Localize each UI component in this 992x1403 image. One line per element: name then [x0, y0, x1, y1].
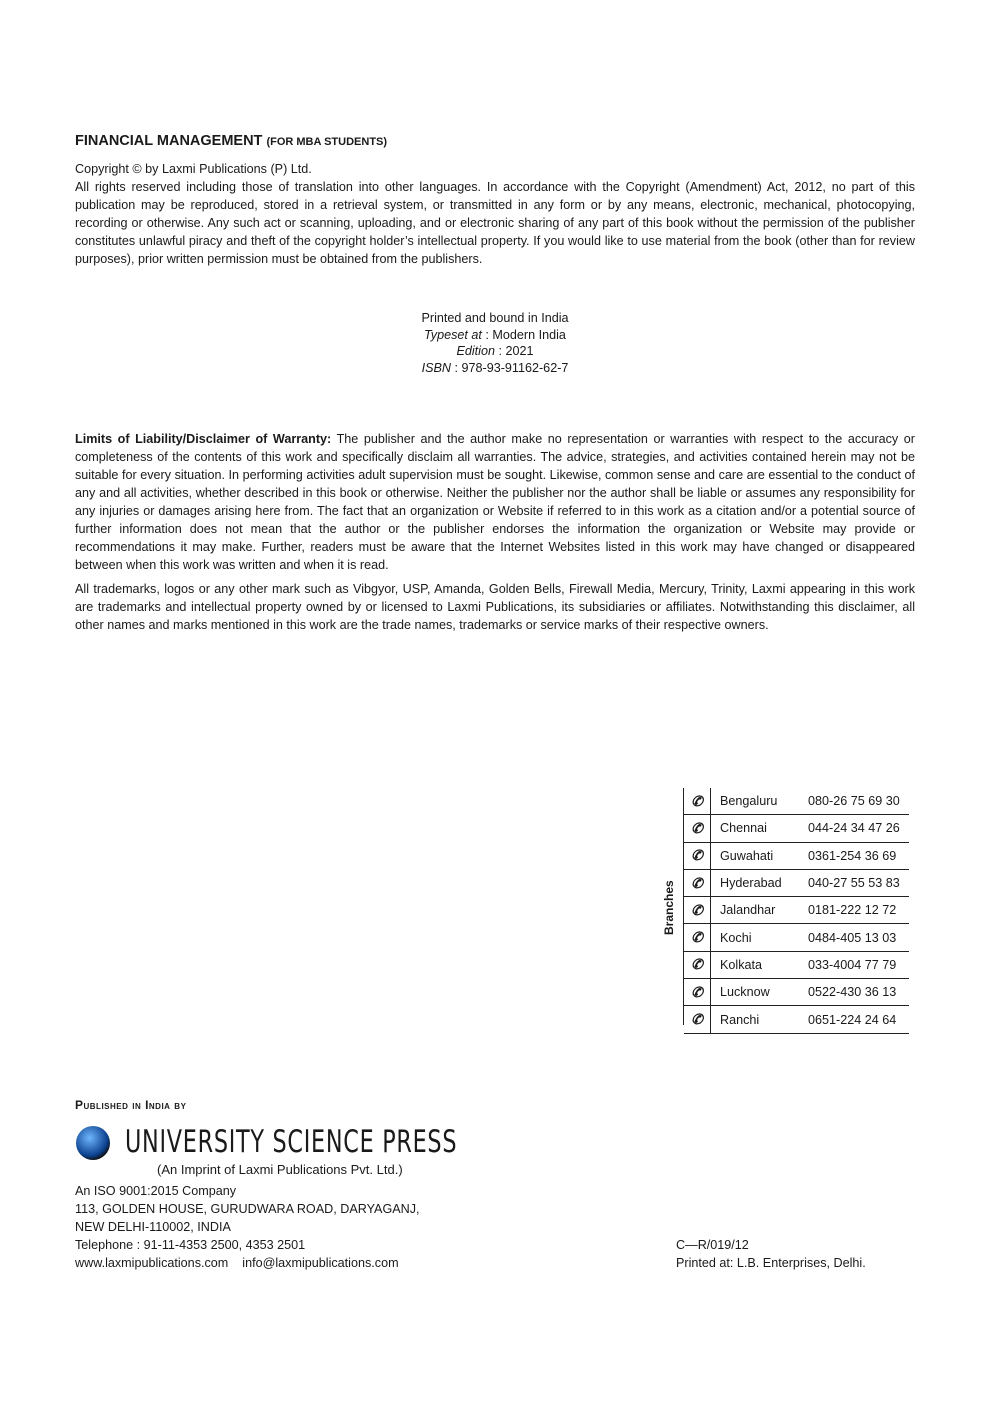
branch-city: Kochi [720, 930, 752, 945]
print-info [676, 1236, 866, 1272]
branch-city: Hyderabad [720, 876, 782, 891]
branch-row [684, 788, 909, 815]
typeset-label: Typeset at [424, 327, 482, 342]
copyright-line: Copyright © by Laxmi Publications (P) Ltd. [75, 162, 312, 176]
rights-paragraph: All rights reserved including those of translation into other languages. In accordance with the Copyright (Amendment) Act, 2012, no part of this publication may be reproduced, stored in a retrieval system, or transmitted in any form or by any means, electronic, mechanical, photocopying, recording or otherwise. Any such act or scanning, uploading, and or electronic sharing of any part of this book without the permission of the publisher constitutes unlawful piracy and theft of the copyright holder’s intellectual property. If you would like to use material from the book (other than for review purposes), prior written permission must be obtained from the publishers. [75, 180, 915, 266]
printed-at: Printed at: L.B. Enterprises, Delhi. [676, 1256, 866, 1270]
branches-table [684, 788, 909, 1034]
branch-row [684, 815, 909, 842]
trademarks-paragraph: All trademarks, logos or any other mark such as Vibgyor, USP, Amanda, Golden Bells, Firewall Media, Mercury, Trinity, Laxmi appearing in this work are trademarks and intellectual property owned by or licensed to Laxmi Publications, its subsidiaries or affiliates. Notwithstanding this disclaimer, all other names and marks mentioned in this work are the trade names, trademarks or service marks of their respective owners. [75, 582, 915, 632]
branch-row [684, 843, 909, 870]
phone-icon: ✆ [684, 897, 711, 923]
isbn-value: : 978-93-91162-62-7 [451, 360, 569, 375]
edition-line [75, 343, 915, 360]
branch-row [684, 870, 909, 897]
isbn-line [75, 360, 915, 377]
publisher-imprint: (An Imprint of Laxmi Publications Pvt. Ltd.) [157, 1162, 403, 1177]
email-link[interactable]: info@laxmipublications.com [242, 1256, 399, 1270]
branches-label: Branches [662, 880, 676, 935]
branch-city: Guwahati [720, 848, 774, 863]
phone-icon: ✆ [684, 788, 711, 814]
disclaimer-paragraph [75, 430, 915, 574]
branch-row [684, 924, 909, 951]
phone-icon: ✆ [684, 924, 711, 950]
branch-phone: 0361-254 36 69 [808, 848, 897, 863]
branch-phone: 040-27 55 53 83 [808, 876, 900, 891]
phone-icon: ✆ [684, 843, 711, 869]
branch-city: Kolkata [720, 957, 763, 972]
branch-phone: 080-26 75 69 30 [808, 794, 900, 809]
edition-label: Edition [456, 344, 495, 358]
title-sub: (FOR MBA STUDENTS) [266, 136, 388, 148]
globe-logo-icon [76, 1126, 110, 1160]
branch-phone: 0181-222 12 72 [808, 903, 897, 918]
branch-phone: 044-24 34 47 26 [808, 821, 900, 836]
telephone-line: Telephone : 91-11-4353 2500, 4353 2501 [75, 1238, 306, 1252]
address-line: NEW DELHI-110002, INDIA [75, 1220, 231, 1234]
phone-icon: ✆ [684, 952, 711, 978]
address-line: 113, GOLDEN HOUSE, GURUDWARA ROAD, DARYAGANJ, [75, 1202, 420, 1216]
branch-city: Chennai [720, 821, 767, 836]
branch-city: Bengaluru [720, 794, 778, 809]
branch-city: Jalandhar [720, 903, 776, 918]
imprint-info [75, 310, 915, 376]
branch-phone: 0651-224 24 64 [808, 1012, 897, 1027]
isbn-label: ISBN [421, 360, 451, 375]
branch-row [684, 979, 909, 1006]
typeset-value: : Modern India [481, 327, 566, 342]
book-title [75, 131, 915, 152]
branch-city: Lucknow [720, 985, 770, 1000]
branch-phone: 0522-430 36 13 [808, 985, 897, 1000]
published-by-label: Published in India by [75, 1098, 187, 1112]
branch-row [684, 952, 909, 979]
printed-line: Printed and bound in India [421, 311, 569, 325]
phone-icon: ✆ [684, 870, 711, 896]
publisher-address [75, 1182, 420, 1272]
typeset-line [75, 327, 915, 344]
branch-phone: 0484-405 13 03 [808, 930, 897, 945]
address-line: An ISO 9001:2015 Company [75, 1184, 237, 1198]
phone-icon: ✆ [684, 815, 711, 841]
title-main: FINANCIAL MANAGEMENT [75, 133, 263, 149]
edition-value: : 2021 [495, 344, 534, 358]
branch-row [684, 897, 909, 924]
disclaimer-heading: Limits of Liability/Disclaimer of Warranty: [75, 432, 332, 446]
website-link[interactable]: www.laxmipublications.com [75, 1256, 229, 1270]
phone-icon: ✆ [684, 979, 711, 1005]
main-text-column [75, 131, 915, 634]
disclaimer-text: The publisher and the author make no representation or warranties with respect to the accuracy or completeness of the contents of this work and specifically disclaim all warranties. The advice, strategies, and activities contained herein may not be suitable for every situation. In performing activities adult supervision must be sought. Likewise, common sense and care are essential to the conduct of any and all activities, whether described in this book or otherwise. Neither the publisher nor the author shall be liable or assumes any responsibility for any injuries or damages arising here from. The fact that an organization or Website if referred to in this work as a citation and/or a potential source of further information does not mean that the author or the publisher endorses the information the organization or Website may provide or recommendations it may make. Further, readers must be aware that the Internet Websites listed in this work may have changed or disappeared between when this work was written and when it is read. [75, 432, 915, 572]
print-code: C—R/019/12 [676, 1238, 749, 1252]
phone-icon: ✆ [684, 1006, 711, 1032]
publisher-logo-name: UNIVERSITY SCIENCE PRESS [125, 1124, 458, 1160]
branch-city: Ranchi [720, 1012, 760, 1027]
branch-row [684, 1006, 909, 1033]
branch-phone: 033-4004 77 79 [808, 957, 897, 972]
